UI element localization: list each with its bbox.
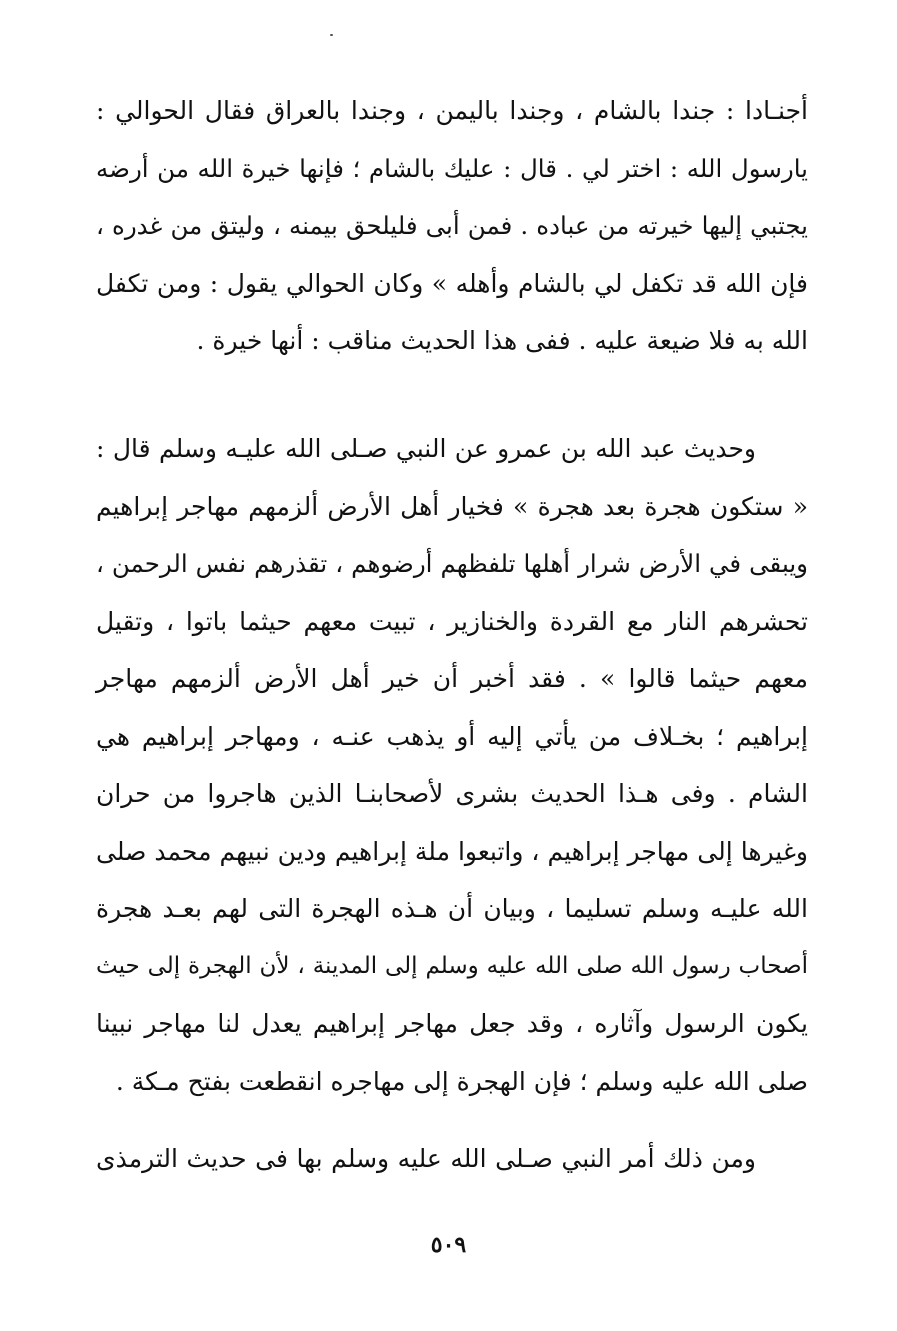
text-line: يكون الرسول وآثاره ، وقد جعل مهاجر إبراهيم يعدل لنا مهاجر نبينا bbox=[96, 1009, 808, 1038]
text-line: ويبقى في الأرض شرار أهلها تلفظهم أرضوهم ، تقذرهم نفس الرحمن ، bbox=[96, 549, 808, 578]
text-line: تحشرهم النار مع القردة والخنازير ، تبيت معهم حيثما باتوا ، وتقيل bbox=[96, 606, 808, 636]
print-speck bbox=[330, 34, 333, 36]
text-line: فإن الله قد تكفل لي بالشام وأهله » وكان الحوالي يقول : ومن تكفل bbox=[96, 268, 808, 298]
paragraph-3 bbox=[96, 1130, 808, 1188]
text-line: أصحاب رسول الله صلى الله عليه وسلم إلى المدينة ، لأن الهجرة إلى حيث bbox=[96, 952, 808, 979]
text-line: معهم حيثما قالوا » . فقد أخبر أن خير أهل الأرض ألزمهم مهاجر bbox=[96, 664, 808, 693]
text-line: الله به فلا ضيعة عليه . ففى هذا الحديث مناقب : أنها خيرة . bbox=[196, 326, 808, 355]
text-line: وغيرها إلى مهاجر إبراهيم ، واتبعوا ملة إبراهيم ودين نبيهم محمد صلى bbox=[96, 836, 808, 866]
text-line: وحديث عبد الله بن عمرو عن النبي صـلى الله عليـه وسلم قال : bbox=[96, 434, 756, 463]
text-line: صلى الله عليه وسلم ؛ فإن الهجرة إلى مهاجره انقطعت بفتح مـكة . bbox=[115, 1066, 808, 1096]
text-line: أجنـادا : جندا بالشام ، وجندا باليمن ، وجندا بالعراق فقال الحوالي : bbox=[96, 96, 808, 125]
text-line: الشام . وفى هـذا الحديث بشرى لأصحابنـا الذين هاجروا من حران bbox=[96, 779, 808, 808]
text-line: الله عليـه وسلم تسليما ، وبيان أن هـذه الهجرة التى لهم بعـد هجرة bbox=[96, 894, 808, 923]
page-number: ٥٠٩ bbox=[430, 1232, 467, 1258]
text-line: « ستكون هجرة بعد هجرة » فخيار أهل الأرض ألزمهم مهاجر إبراهيم bbox=[96, 491, 808, 521]
text-line: ومن ذلك أمر النبي صـلى الله عليه وسلم بها فى حديث الترمذى bbox=[96, 1144, 756, 1173]
paragraph-2 bbox=[96, 420, 808, 1110]
text-line: يارسول الله : اختر لي . قال : عليك بالشام ؛ فإنها خيرة الله من أرضه bbox=[96, 153, 808, 183]
text-line: إبراهيم ؛ بخـلاف من يأتي إليه أو يذهب عنـه ، ومهاجر إبراهيم هي bbox=[96, 721, 808, 751]
text-line: يجتبي إليها خيرته من عباده . فمن أبى فليلحق بيمنه ، وليتق من غدره ، bbox=[96, 211, 808, 240]
paragraph-1 bbox=[96, 82, 808, 370]
